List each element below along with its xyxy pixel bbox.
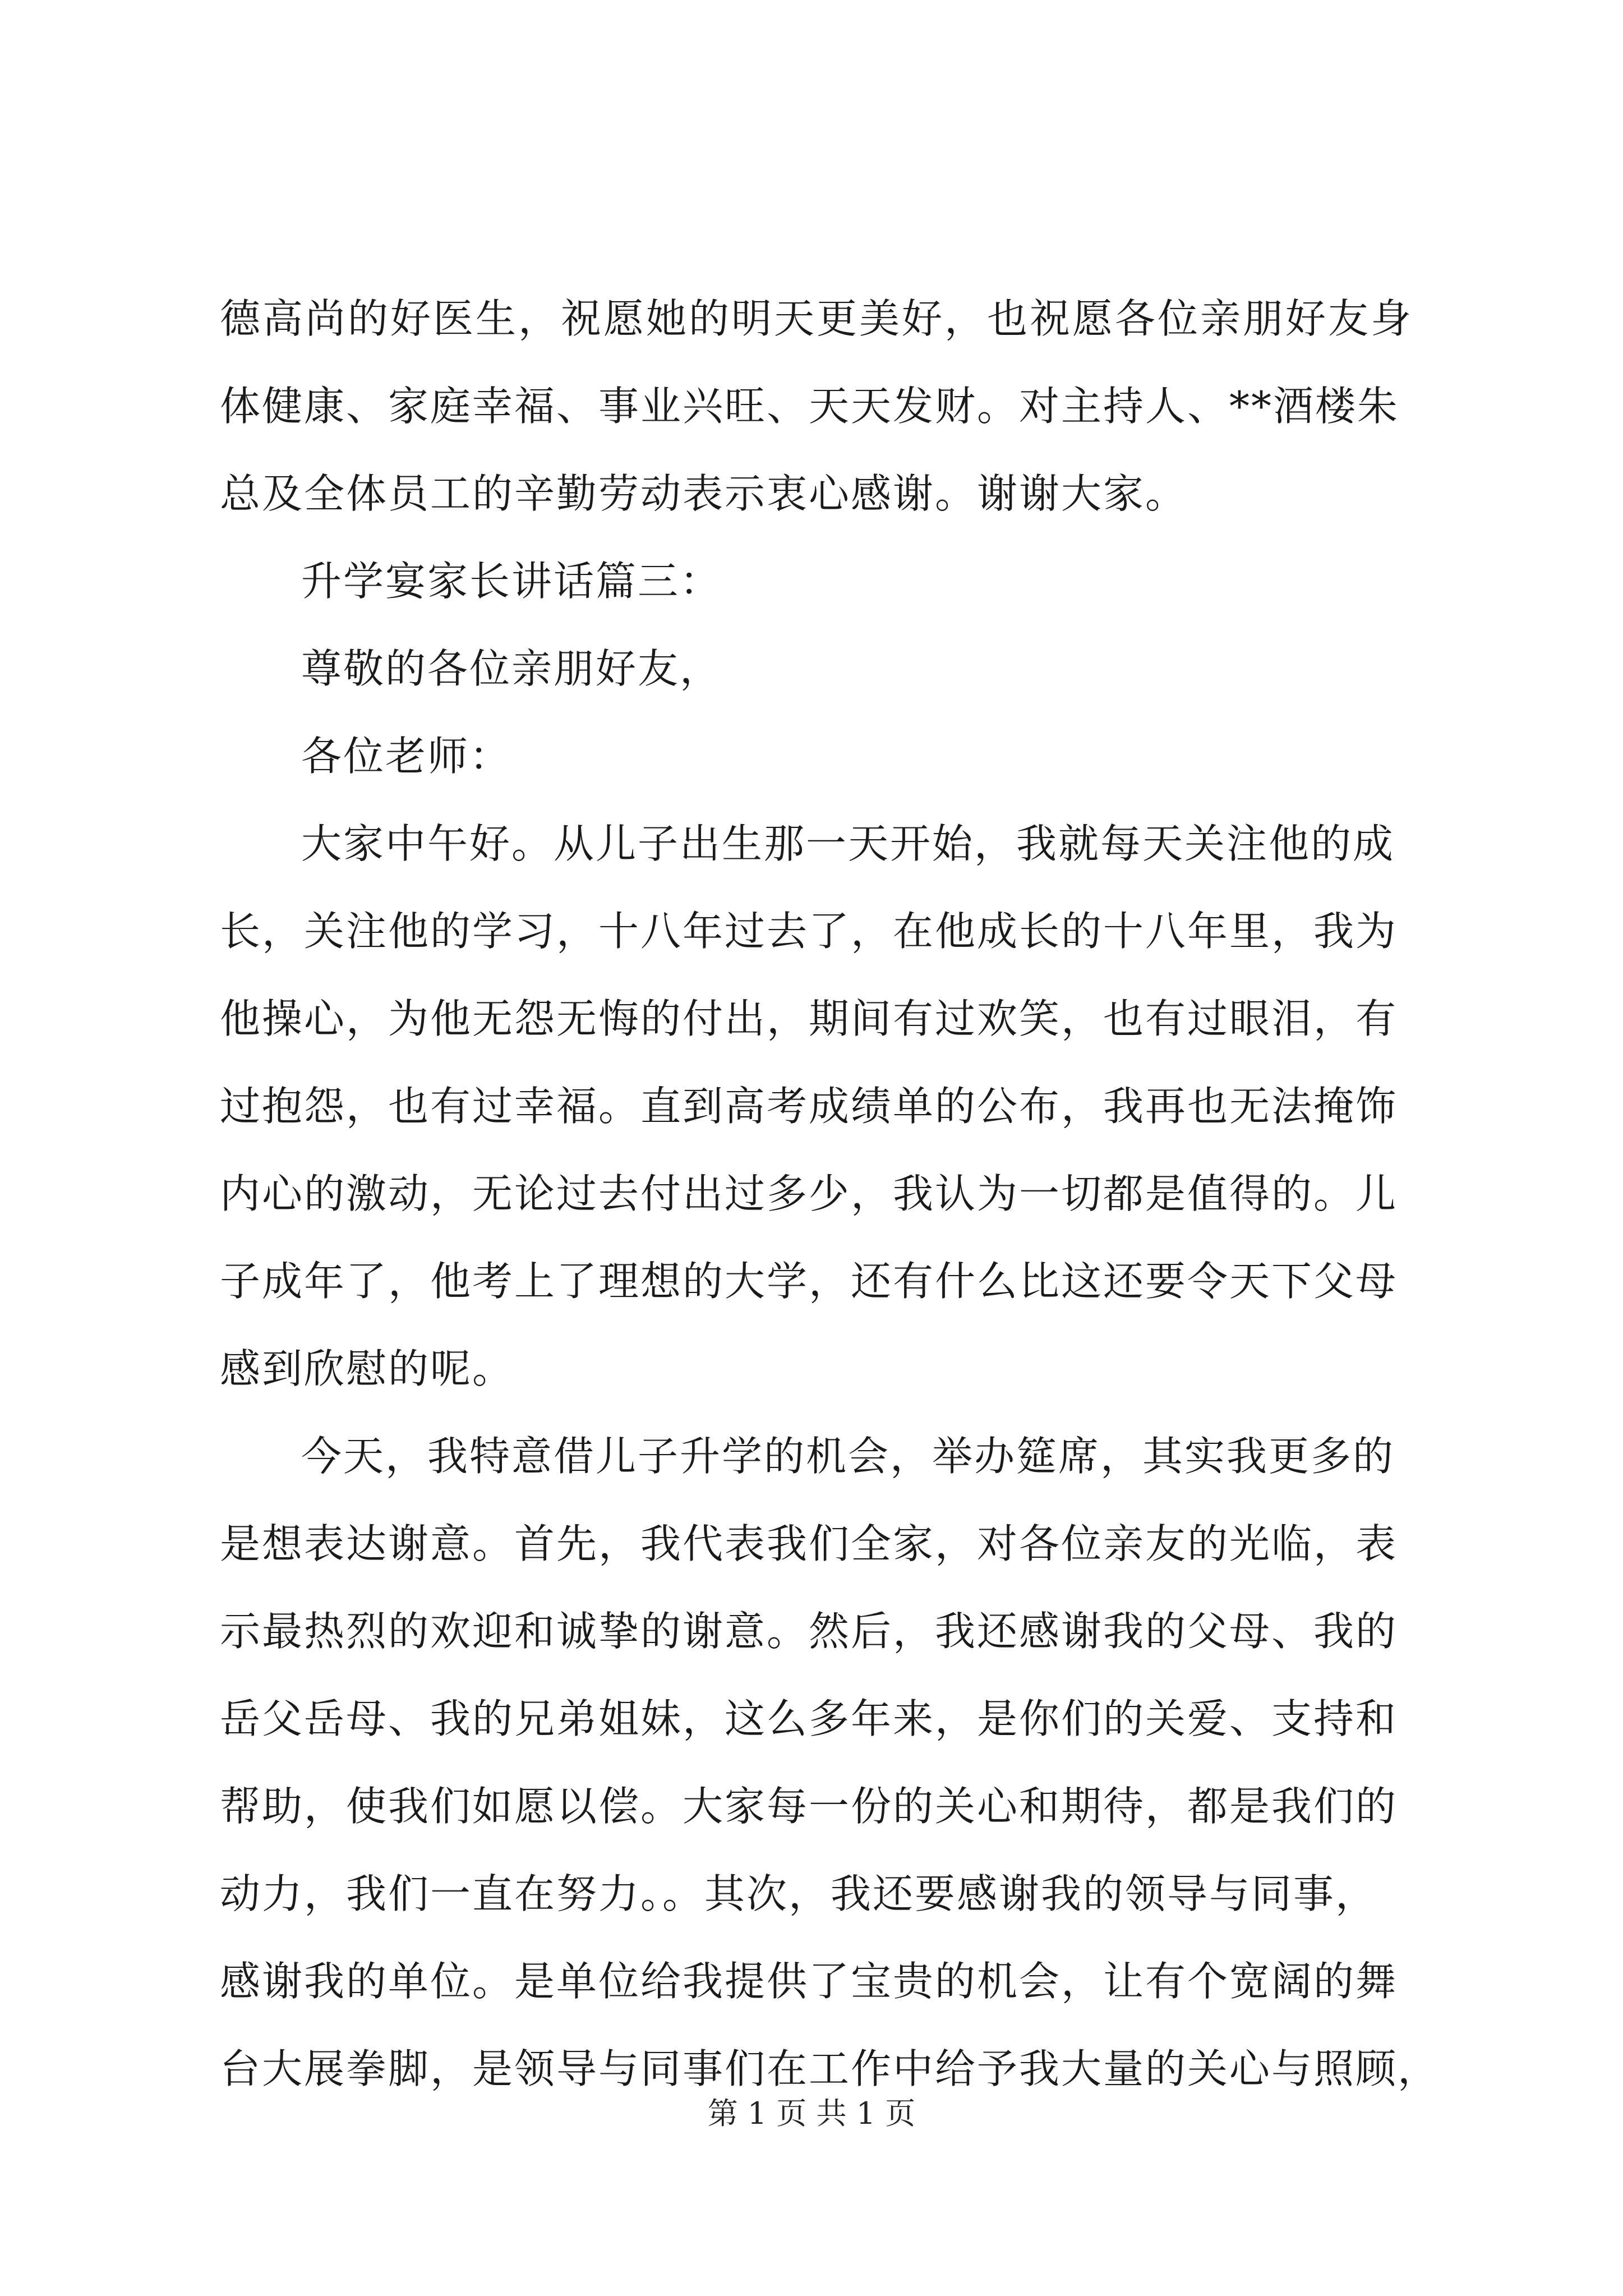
text-line: 台大展拳脚，是领导与同事们在工作中给予我大量的关心与照顾， xyxy=(220,2045,1440,2092)
text-line: 德高尚的好医生，祝愿她的明天更美好，也祝愿各位亲朋好友身 xyxy=(220,295,1414,342)
text-line: 体健康、家庭幸福、事业兴旺、天天发财。对主持人、**酒楼朱 xyxy=(220,383,1400,430)
document-body xyxy=(220,275,1440,2113)
text-line: 感到欣慰的呢。 xyxy=(220,1345,515,1392)
text-line: 内心的激动，无论过去付出过多少，我认为一切都是值得的。儿 xyxy=(220,1170,1398,1217)
text-line: 他操心，为他无怨无悔的付出，期间有过欢笑，也有过眼泪，有 xyxy=(220,995,1398,1042)
text-line: 岳父岳母、我的兄弟姐妹，这么多年来，是你们的关爱、支持和 xyxy=(220,1695,1398,1742)
salutation-line: 各位老师： xyxy=(301,733,512,780)
text-line: 是想表达谢意。首先，我代表我们全家，对各位亲友的光临，表 xyxy=(220,1520,1398,1567)
page-number-footer: 第 1 页 共 1 页 xyxy=(707,2096,916,2131)
text-line: 总及全体员工的辛勤劳动表示衷心感谢。谢谢大家。 xyxy=(220,470,1188,517)
text-line: 子成年了，他考上了理想的大学，还有什么比这还要令天下父母 xyxy=(220,1258,1398,1305)
text-line: 感谢我的单位。是单位给我提供了宝贵的机会，让有个宽阔的舞 xyxy=(220,1958,1398,2005)
text-line: 长，关注他的学习，十八年过去了，在他成长的十八年里，我为 xyxy=(220,908,1398,955)
text-line: 过抱怨，也有过幸福。直到高考成绩单的公布，我再也无法掩饰 xyxy=(220,1083,1398,1130)
text-line: 动力，我们一直在努力。。其次，我还要感谢我的领导与同事， xyxy=(220,1870,1378,1917)
text-line: 大家中午好。从儿子出生那一天开始，我就每天关注他的成 xyxy=(301,820,1395,867)
salutation-line: 尊敬的各位亲朋好友， xyxy=(301,645,722,692)
text-line: 帮助，使我们如愿以偿。大家每一份的关心和期待，都是我们的 xyxy=(220,1783,1398,1830)
text-line: 示最热烈的欢迎和诚挚的谢意。然后，我还感谢我的父母、我的 xyxy=(220,1608,1398,1655)
section-heading: 升学宴家长讲话篇三： xyxy=(301,558,722,605)
text-line: 今天，我特意借儿子升学的机会，举办筵席，其实我更多的 xyxy=(301,1433,1395,1480)
